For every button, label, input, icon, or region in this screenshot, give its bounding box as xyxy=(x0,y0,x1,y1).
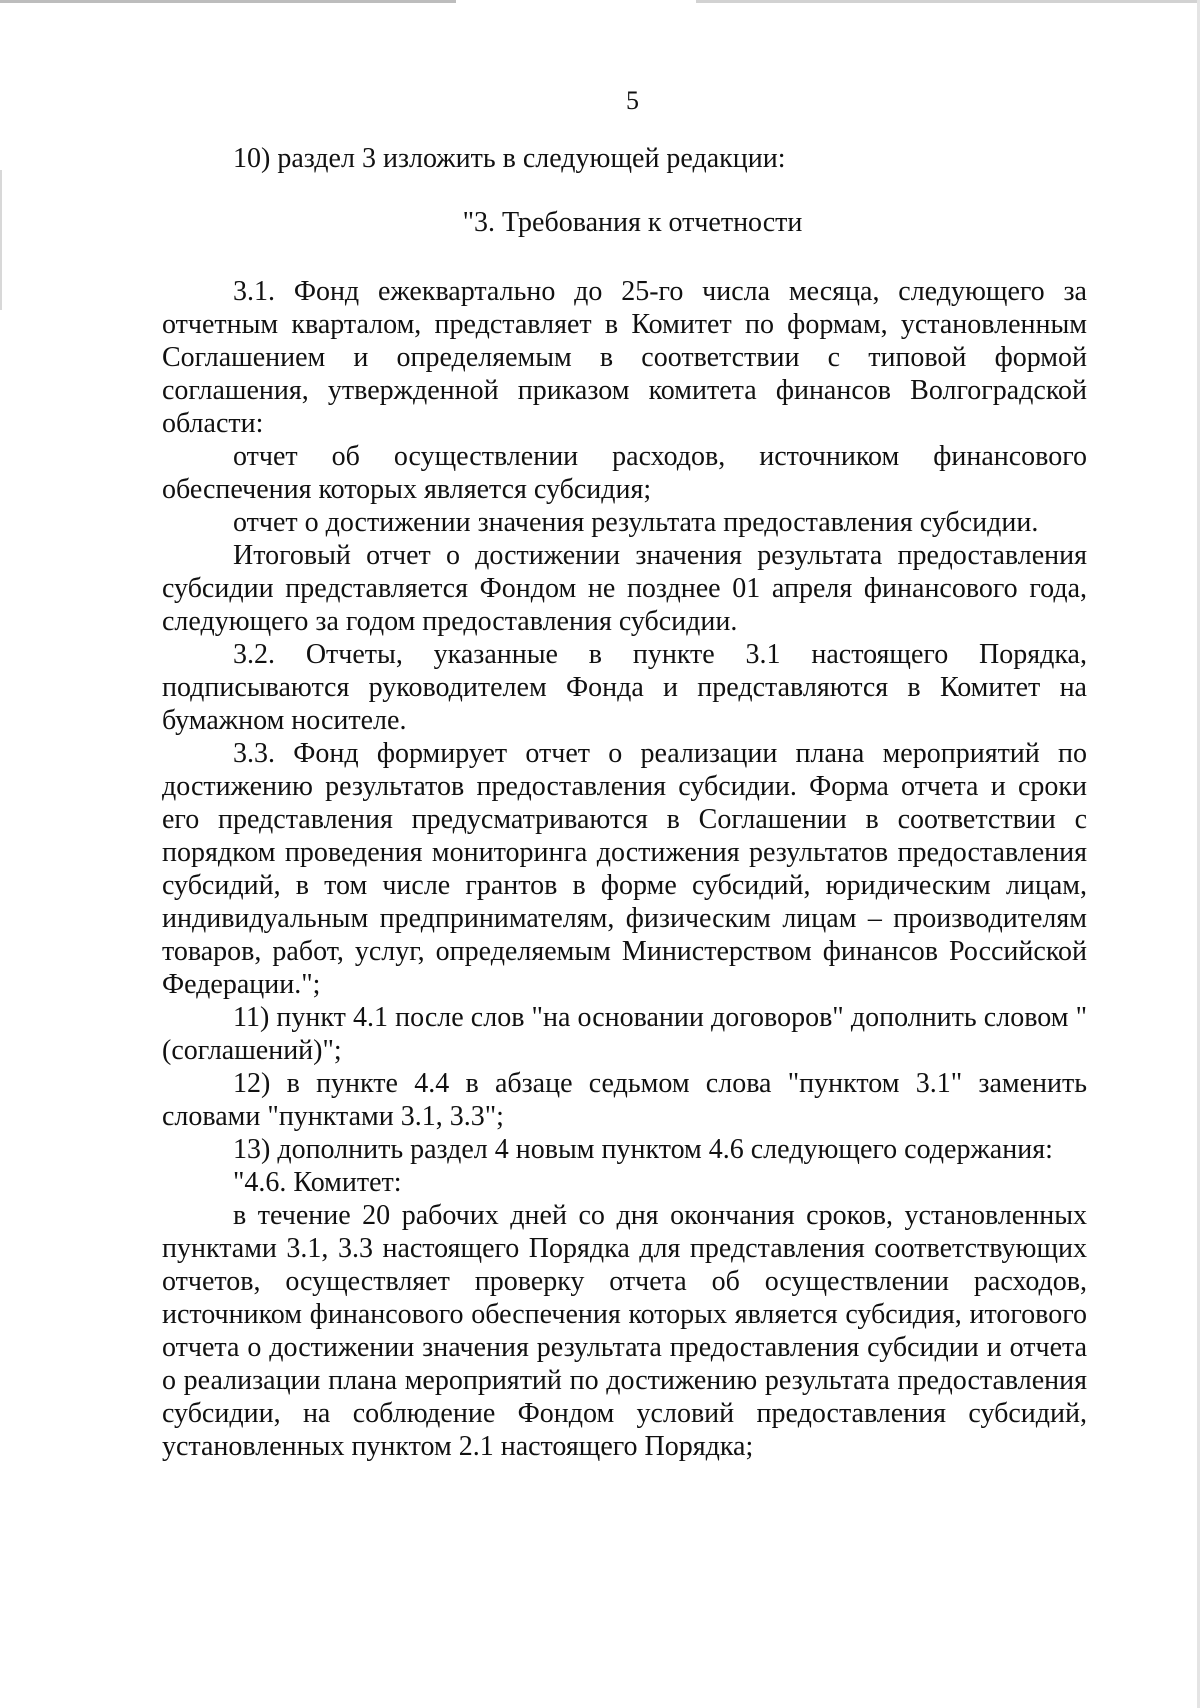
paragraph-item-12: 12) в пункте 4.4 в абзаце седьмом слова "пунктом 3.1" заменить словами "пунктами 3.1, 3.3"; xyxy=(162,1068,1087,1132)
intro-line: 10) раздел 3 изложить в следующей редакции: xyxy=(233,143,786,174)
paragraph-item-13: 13) дополнить раздел 4 новым пунктом 4.6 следующего содержания: xyxy=(233,1134,1053,1165)
paragraph-3-1: 3.1. Фонд ежеквартально до 25-го числа месяца, следующего за отчетным кварталом, представляет в Комитет по формам, установленным Соглашением и определяемым в соответствии с типовой формой соглашения, утвержденной приказом комитета финансов Волгоградской области: xyxy=(162,276,1087,439)
scan-top-edge xyxy=(0,0,1200,3)
paragraph-4-6-heading: "4.6. Комитет: xyxy=(233,1167,402,1198)
intro-block xyxy=(162,142,1087,175)
paragraph-3-2: 3.2. Отчеты, указанные в пункте 3.1 настоящего Порядка, подписываются руководителем Фонда и представляются в Комитет на бумажном носителе. xyxy=(162,639,1087,736)
paragraph-item-11: 11) пункт 4.1 после слов "на основании договоров" дополнить словом "(соглашений)"; xyxy=(162,1002,1087,1066)
paragraph-report-expenses: отчет об осуществлении расходов, источником финансового обеспечения которых является субсидия; xyxy=(162,441,1087,505)
paragraph-4-6-body: в течение 20 рабочих дней со дня окончания сроков, установленных пунктами 3.1, 3.3 настоящего Порядка для представления соответствующих отчетов, осуществляет проверку отчета об осуществлении расходов, источником финансового обеспечения которых является субсидия, итогового отчета о достижении значения результата предоставления субсидии и отчета о реализации плана мероприятий по достижению результата предоставления субсидии, на соблюдение Фондом условий предоставления субсидий, установленных пунктом 2.1 настоящего Порядка; xyxy=(162,1200,1087,1462)
paragraph-3-3: 3.3. Фонд формирует отчет о реализации плана мероприятий по достижению результатов предоставления субсидии. Форма отчета и сроки его представления предусматриваются в Соглашении в соответствии с порядком проведения мониторинга достижения результатов предоставления субсидий, в том числе грантов в форме субсидий, юридическим лицам, индивидуальным предпринимателям, физическим лицам – производителям товаров, работ, услуг, определяемым Министерством финансов Российской Федерации."; xyxy=(162,738,1087,1000)
page-number: 5 xyxy=(626,86,639,115)
section-heading: "3. Требования к отчетности xyxy=(462,207,803,238)
paragraph-final-report: Итоговый отчет о достижении значения результата предоставления субсидии представляется Фондом не позднее 01 апреля финансового года, следующего за годом предоставления субсидии. xyxy=(162,540,1087,637)
paragraph-report-result: отчет о достижении значения результата предоставления субсидии. xyxy=(233,507,1039,538)
scan-left-mark xyxy=(0,170,2,310)
body-text xyxy=(162,275,1087,1463)
